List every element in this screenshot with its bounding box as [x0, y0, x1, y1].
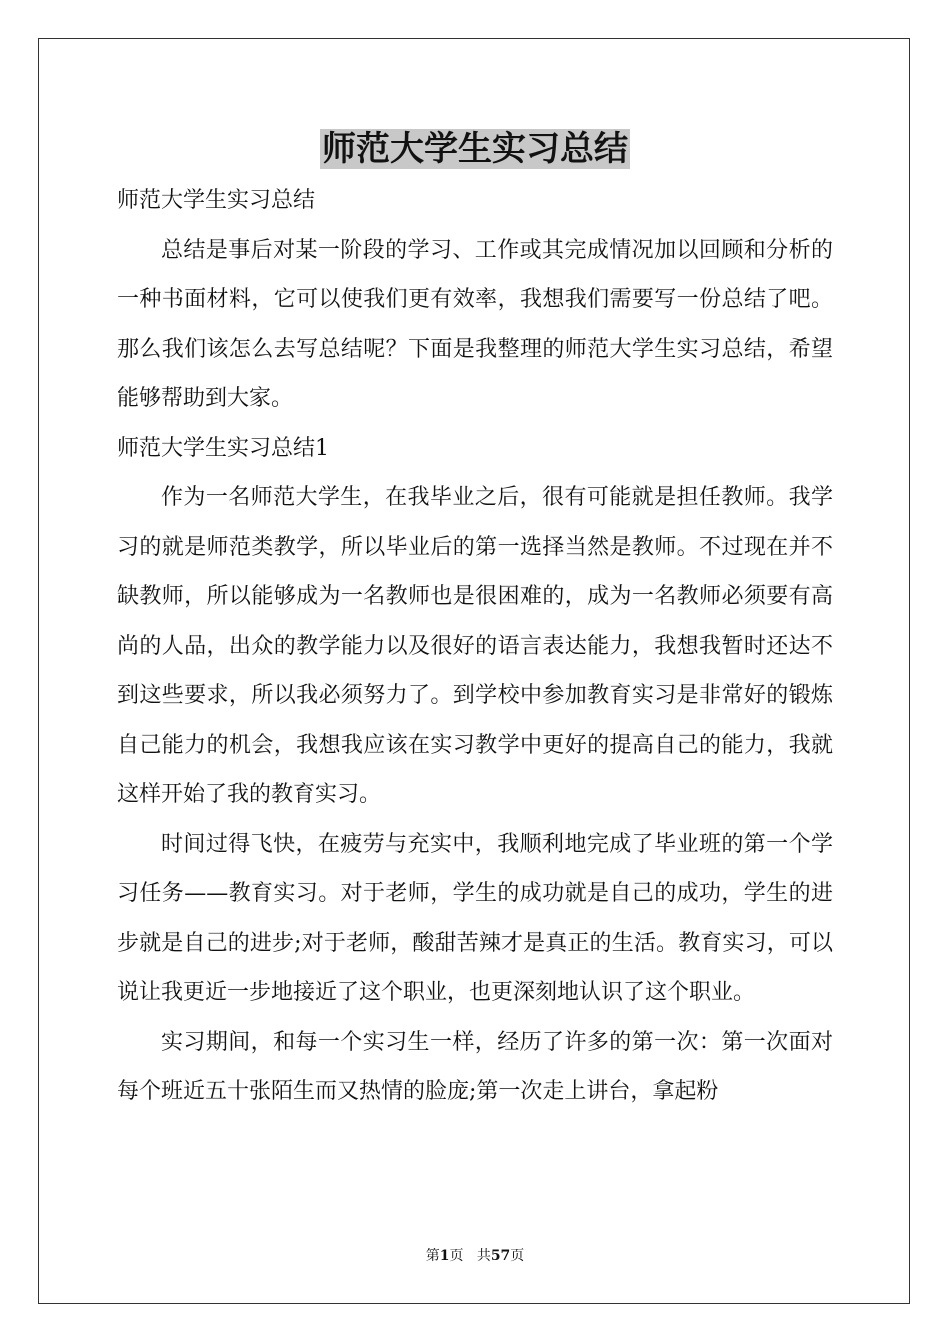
body-paragraph: 实习期间，和每一个实习生一样，经历了许多的第一次：第一次面对每个班近五十张陌生而又热情的脸庞;第一次走上讲台，拿起粉 [117, 1029, 833, 1104]
document-title-text: 师范大学生实习总结 [322, 129, 628, 169]
footer-total-prefix: 共 [476, 1248, 491, 1264]
section-heading: 师范大学生实习总结 [117, 188, 316, 213]
footer-page-suffix: 页 [449, 1248, 464, 1264]
document-title [0, 124, 950, 174]
intro-paragraph: 总结是事后对某一阶段的学习、工作或其完成情况加以回顾和分析的一种书面材料，它可以使我们更有效率，我想我们需要写一份总结了吧。那么我们该怎么去写总结呢？下面是我整理的师范大学生实习总结，希望能够帮助到大家。 [117, 237, 833, 411]
document-body [117, 176, 833, 1117]
footer-total-pages: 57 [490, 1248, 511, 1264]
page-footer [0, 1246, 950, 1266]
footer-total-suffix: 页 [510, 1248, 525, 1264]
body-paragraph: 时间过得飞快，在疲劳与充实中，我顺利地完成了毕业班的第一个学习任务——教育实习。对于老师，学生的成功就是自己的成功，学生的进步就是自己的进步;对于老师，酸甜苦辣才是真正的生活。教育实习，可以说让我更近一步地接近了这个职业，也更深刻地认识了这个职业。 [117, 831, 833, 1005]
section-heading: 师范大学生实习总结1 [117, 435, 329, 461]
footer-page-prefix: 第 [425, 1248, 440, 1264]
body-paragraph: 作为一名师范大学生，在我毕业之后，很有可能就是担任教师。我学习的就是师范类教学，所以毕业后的第一选择当然是教师。不过现在并不缺教师，所以能够成为一名教师也是很困难的，成为一名教师必须要有高尚的人品，出众的教学能力以及很好的语言表达能力，我想我暂时还达不到这些要求，所以我必须努力了。到学校中参加教育实习是非常好的锻炼自己能力的机会，我想我应该在实习教学中更好的提高自己的能力，我就这样开始了我的教育实习。 [117, 485, 833, 807]
footer-page-number: 1 [439, 1248, 450, 1264]
